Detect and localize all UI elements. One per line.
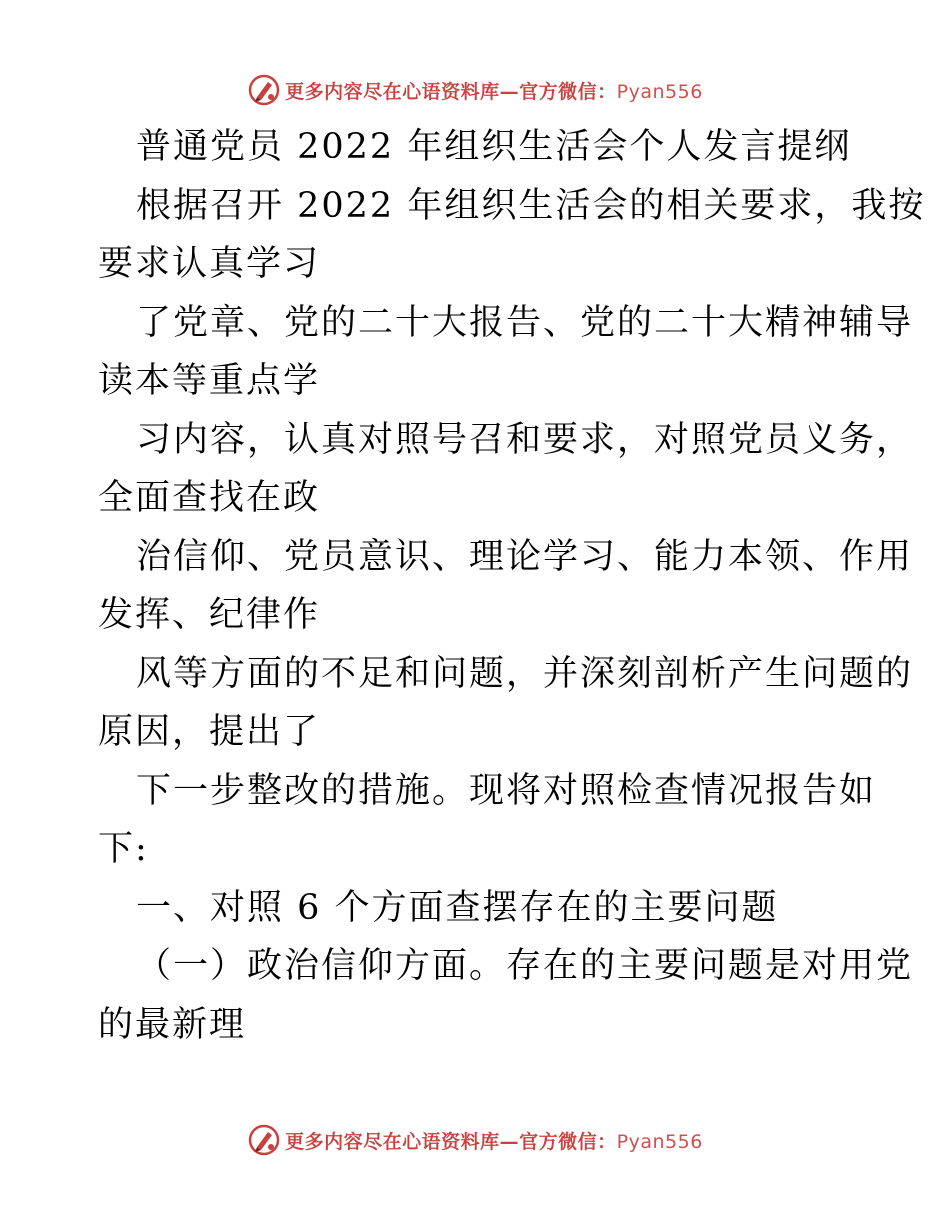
document-body xyxy=(98,118,926,1054)
paragraph-line: 治信仰、党员意识、理论学习、能力本领、作用 xyxy=(136,536,914,577)
paragraph-line: 了党章、党的二十大报告、党的二十大精神辅导 xyxy=(136,302,914,343)
watermark-footer xyxy=(0,1120,950,1160)
paragraph-line: 的最新理 xyxy=(98,1004,247,1045)
paragraph-line: 风等方面的不足和问题，并深刻剖析产生问题的 xyxy=(136,653,914,694)
paragraph-line: 下一步整改的措施。现将对照检查情况报告如 xyxy=(136,770,877,811)
paragraph-line: 全面查找在政 xyxy=(98,478,321,518)
watermark-wechat-id: Pyan556 xyxy=(616,80,703,103)
watermark-label: 更多内容尽在心语资料库—官方微信：Pyan556 xyxy=(285,1130,703,1153)
paragraph-line: 习内容，认真对照号召和要求，对照党员义务， xyxy=(136,419,914,460)
section-heading: 一、对照 6 个方面查摆存在的主要问题 xyxy=(136,887,779,928)
paragraph-line: 发挥、纪律作 xyxy=(98,595,321,635)
paragraph-line: 要求认真学习 xyxy=(98,244,321,284)
watermark-header xyxy=(0,70,950,110)
pen-logo-icon xyxy=(247,73,281,107)
pen-logo-icon xyxy=(247,1123,281,1157)
paragraph-line: 下: xyxy=(98,829,149,869)
paragraph-line: （一）政治信仰方面。存在的主要问题是对用党 xyxy=(136,946,914,986)
watermark-label: 更多内容尽在心语资料库—官方微信：Pyan556 xyxy=(285,80,703,103)
paragraph-line: 原因，提出了 xyxy=(98,712,321,752)
paragraph-line: 根据召开 2022 年组织生活会的相关要求，我按 xyxy=(136,185,926,226)
paragraph-line: 读本等重点学 xyxy=(98,361,321,401)
document-title: 普通党员 2022 年组织生活会个人发言提纲 xyxy=(136,127,852,167)
watermark-wechat-id: Pyan556 xyxy=(616,1130,703,1153)
